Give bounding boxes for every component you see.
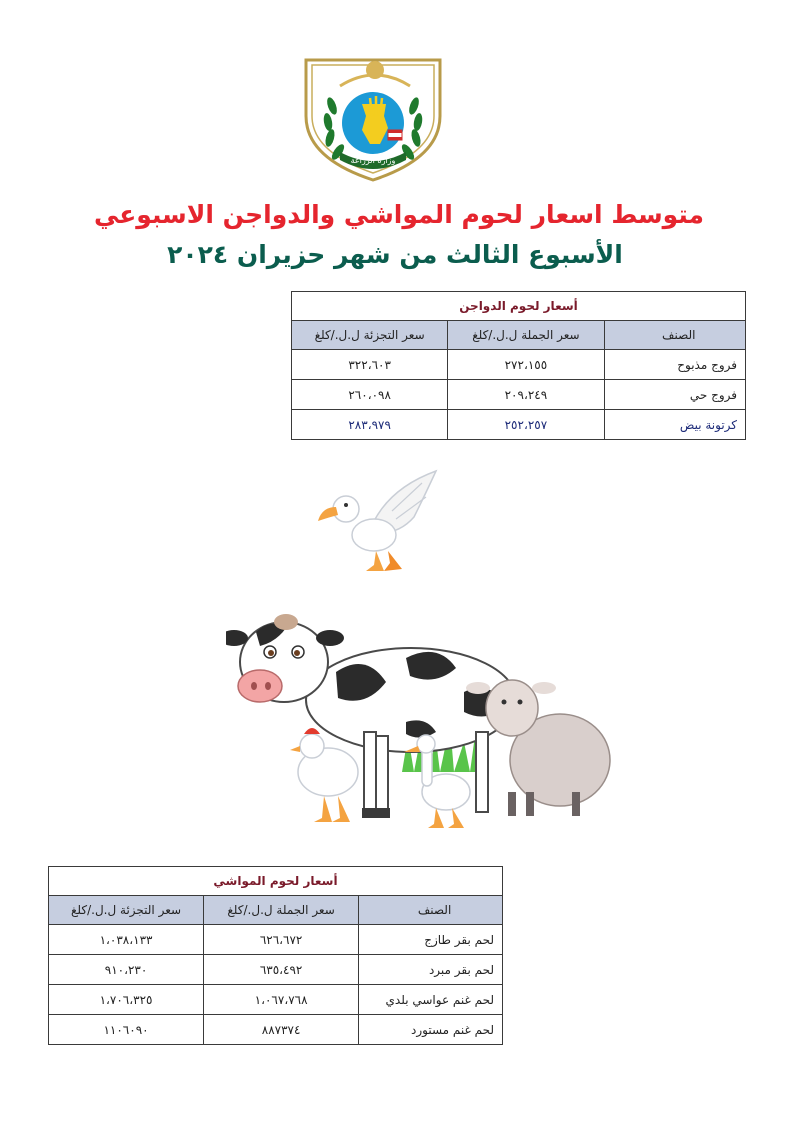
table-row: [49, 955, 503, 985]
retail-cell: ١١٠٦٠٩٠: [49, 1015, 204, 1045]
wholesale-cell: ٢٧٢،١٥٥: [448, 350, 604, 380]
column-header-item: الصنف: [359, 896, 503, 925]
table-row: [292, 350, 746, 380]
item-cell: لحم غنم مستورد: [359, 1015, 503, 1045]
wholesale-cell: ٨٨٧٣٧٤: [204, 1015, 359, 1045]
retail-cell: ٣٢٢،٦٠٣: [292, 350, 448, 380]
retail-cell: ٢٦٠،٠٩٨: [292, 380, 448, 410]
wholesale-cell: ٦٢٦،٦٧٢: [204, 925, 359, 955]
retail-cell: ١،٧٠٦،٣٢٥: [49, 985, 204, 1015]
wholesale-cell: ١،٠٦٧،٧٦٨: [204, 985, 359, 1015]
retail-cell: ٢٨٣،٩٧٩: [292, 410, 448, 440]
column-header-item: الصنف: [604, 321, 745, 350]
column-header-wholesale: سعر الجملة ل.ل./كلغ: [448, 321, 604, 350]
table-row: [49, 1015, 503, 1045]
farm-animals-illustration: [226, 612, 616, 832]
table-row: [292, 380, 746, 410]
item-cell: لحم غنم عواسي بلدي: [359, 985, 503, 1015]
table-row: [49, 985, 503, 1015]
item-cell: فروج حي: [604, 380, 745, 410]
item-cell: فروج مذبوح: [604, 350, 745, 380]
livestock-prices-table: [48, 866, 503, 1045]
page-title: متوسط اسعار لحوم المواشي والدواجن الاسبوعي: [93, 200, 705, 229]
column-header-retail: سعر التجزئة ل.ل./كلغ: [49, 896, 204, 925]
duck-illustration: [296, 467, 446, 575]
column-header-retail: سعر التجزئة ل.ل./كلغ: [292, 321, 448, 350]
item-cell: لحم بقر مبرد: [359, 955, 503, 985]
table-caption: أسعار لحوم المواشي: [49, 867, 503, 896]
wholesale-cell: ٢٥٢،٢٥٧: [448, 410, 604, 440]
column-header-wholesale: سعر الجملة ل.ل./كلغ: [204, 896, 359, 925]
wholesale-cell: ٦٣٥،٤٩٢: [204, 955, 359, 985]
table-caption: أسعار لحوم الدواجن: [292, 292, 746, 321]
logo-text: وزارة الزراعة: [350, 156, 396, 165]
page-subtitle: الأسبوع الثالث من شهر حزيران ٢٠٢٤: [167, 240, 623, 269]
wholesale-cell: ٢٠٩،٢٤٩: [448, 380, 604, 410]
item-cell: لحم بقر طازج: [359, 925, 503, 955]
retail-cell: ٩١٠،٢٣٠: [49, 955, 204, 985]
poultry-prices-table: [291, 291, 746, 440]
ministry-of-agriculture-logo: [300, 46, 446, 182]
item-cell: كرتونة بيض: [604, 410, 745, 440]
table-row: [49, 925, 503, 955]
retail-cell: ١،٠٣٨،١٣٣: [49, 925, 204, 955]
table-row: [292, 410, 746, 440]
